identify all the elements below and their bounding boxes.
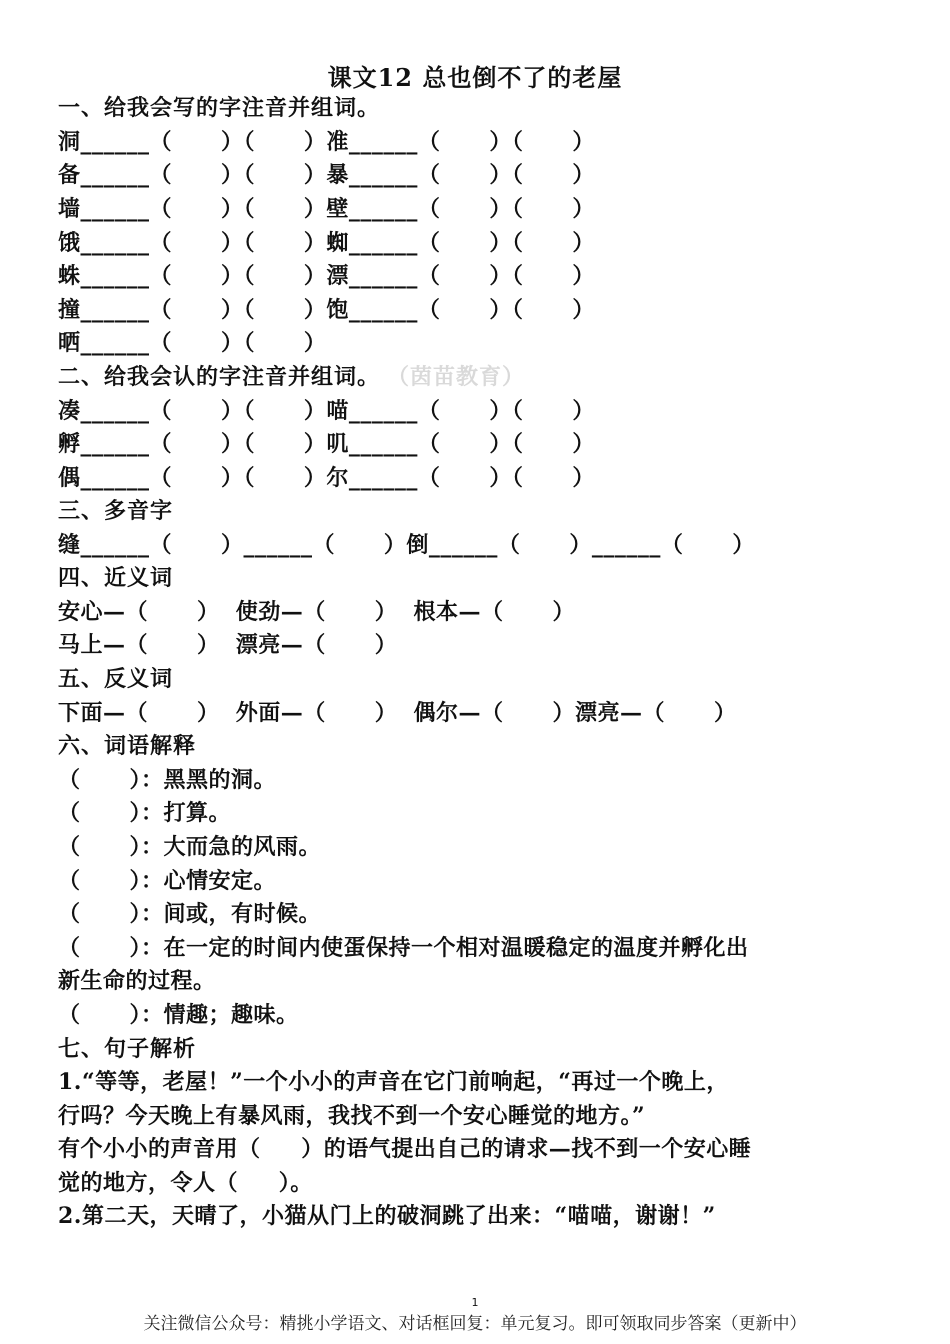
s2-row-3: 偶______（ ）（ ）尔______（ ）（ ）: [58, 465, 595, 491]
section-2-heading: [58, 362, 525, 392]
s6-row-1: （ ）：黑黑的洞。: [58, 767, 276, 793]
s5-row-1: 下面—（ ） 外面—（ ） 偶尔—（ ）漂亮—（ ）: [58, 700, 737, 726]
s6-row-2: （ ）：打算。: [58, 800, 231, 826]
s6-row-4: （ ）：心情安定。: [58, 868, 276, 894]
s7-row-2: 行吗？今天晚上有暴风雨，我找不到一个安心睡觉的地方。”: [58, 1103, 646, 1129]
s4-row-2: 马上—（ ） 漂亮—（ ）: [58, 632, 398, 658]
page-title: 课文12 总也倒不了的老屋: [327, 63, 623, 92]
s1-row-2: 备______（ ）（ ）暴______（ ）（ ）: [58, 162, 595, 188]
s1-row-5: 蛛______（ ）（ ）漂______（ ）（ ）: [58, 263, 595, 289]
section-6-heading: 六、词语解释: [58, 733, 197, 759]
section-7-heading: 七、句子解析: [58, 1036, 197, 1062]
s7-row-4: 觉的地方，令人（ ）。: [58, 1170, 313, 1196]
section-2-heading-text: 二、给我会认的字注音并组词。: [58, 364, 381, 390]
s1-row-6: 撞______（ ）（ ）饱______（ ）（ ）: [58, 297, 595, 323]
s6-row-8: （ ）：情趣；趣味。: [58, 1002, 299, 1028]
s1-row-4: 饿______（ ）（ ）蜘______（ ）（ ）: [58, 230, 595, 256]
section-4-heading: 四、近义词: [58, 565, 174, 591]
section-1-heading: 一、给我会写的字注音并组词。: [58, 95, 381, 121]
section-5-heading: 五、反义词: [58, 666, 174, 692]
s6-row-5: （ ）：间或，有时候。: [58, 901, 321, 927]
s6-row-6: （ ）：在一定的时间内使蛋保持一个相对温暖稳定的温度并孵化出: [58, 935, 749, 961]
footer-note: 关注微信公众号：精挑小学语文、对话框回复：单元复习。即可领取同步答案（更新中）: [143, 1314, 807, 1334]
s1-row-7: 晒______（ ）（ ）: [58, 330, 327, 356]
section-3-heading: 三、多音字: [58, 498, 174, 524]
s2-row-1: 凑______（ ）（ ）喵______（ ）（ ）: [58, 398, 595, 424]
s3-row-1: 缝______（ ）______（ ）倒______（ ）______（ ）: [58, 532, 755, 558]
s4-row-1: 安心—（ ） 使劲—（ ） 根本—（ ）: [58, 599, 576, 625]
s1-row-3: 墙______（ ）（ ）壁______（ ）（ ）: [58, 196, 595, 222]
s7-row-1: 1.“等等，老屋！”一个小小的声音在它门前响起，“再过一个晚上，: [58, 1069, 729, 1095]
s2-row-2: 孵______（ ）（ ）叽______（ ）（ ）: [58, 431, 595, 457]
s6-row-7: 新生命的过程。: [58, 968, 216, 994]
s7-row-3: 有个小小的声音用（ ）的语气提出自己的请求—找不到一个安心睡: [58, 1136, 752, 1162]
s1-row-1: 洞______（ ）（ ）准______（ ）（ ）: [58, 129, 595, 155]
s7-row-5: 2.第二天，天晴了，小猫从门上的破洞跳了出来：“喵喵，谢谢！”: [58, 1203, 716, 1229]
watermark-text: （茵苗教育）: [398, 364, 526, 390]
page-number: 1: [471, 1296, 479, 1309]
s6-row-3: （ ）：大而急的风雨。: [58, 834, 321, 860]
